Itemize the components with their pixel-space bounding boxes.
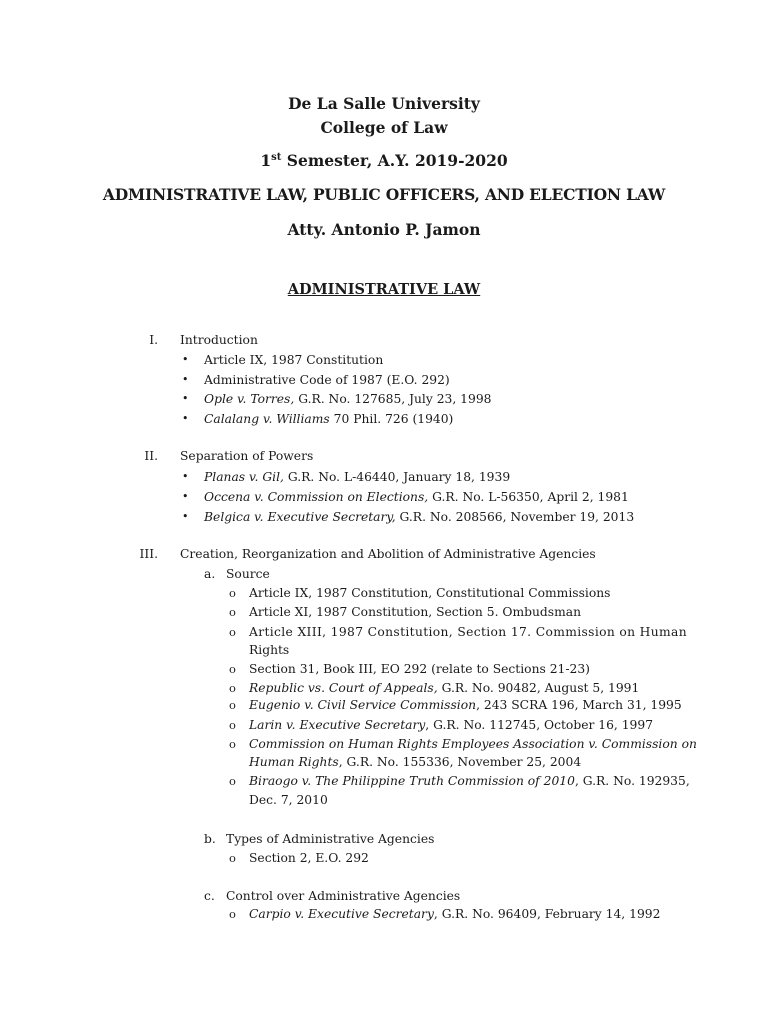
semester-sup: st — [271, 151, 282, 163]
list-item — [249, 696, 682, 714]
bullet-icon: • — [182, 510, 189, 523]
sub-label-b: b. — [204, 832, 216, 846]
university-name: De La Salle University — [288, 94, 480, 113]
semester-line — [0, 151, 768, 170]
circle-bullet-icon: o — [229, 907, 236, 921]
circle-bullet-icon: o — [229, 698, 236, 712]
list-item: Article XIII, 1987 Constitution, Section 17. Commission on Human — [249, 625, 687, 639]
list-item — [249, 735, 697, 753]
circle-bullet-icon: o — [229, 737, 236, 751]
list-item — [249, 905, 660, 923]
sub-title-c: Control over Administrative Agencies — [226, 889, 461, 903]
circle-bullet-icon: o — [229, 586, 236, 600]
case-citation: , G.R. No. 112745, October 16, 1997 — [425, 718, 654, 732]
outline-title-ii: Separation of Powers — [180, 449, 314, 463]
circle-bullet-icon: o — [229, 718, 236, 732]
case-name: Larin v. Executive Secretary — [249, 718, 426, 732]
circle-bullet-icon: o — [229, 605, 236, 619]
bullet-icon: • — [182, 353, 189, 366]
list-item — [204, 468, 510, 486]
sub-label-c: c. — [204, 889, 215, 903]
case-citation: G.R. No. L-56350, April 2, 1981 — [428, 490, 629, 504]
case-name: Belgica v. Executive Secretary, — [204, 510, 396, 524]
list-item — [204, 390, 491, 408]
outline-num-iii: III. — [139, 547, 158, 561]
case-citation: G.R. No. 127685, July 23, 1998 — [294, 392, 492, 406]
outline-title-i: Introduction — [180, 333, 258, 347]
case-citation: , G.R. No. 155336, November 25, 2004 — [338, 755, 582, 769]
outline-num-ii: II. — [144, 449, 158, 463]
list-item-continuation: Rights — [249, 643, 290, 657]
case-name: Human Rights — [249, 755, 339, 769]
list-item: Section 31, Book III, EO 292 (relate to Sections 21-23) — [249, 662, 590, 676]
sub-label-a: a. — [204, 567, 216, 581]
case-citation: , G.R. No. 96409, February 14, 1992 — [433, 907, 661, 921]
circle-bullet-icon: o — [229, 851, 236, 865]
outline-title-iii: Creation, Reorganization and Abolition of Administrative Agencies — [180, 547, 596, 561]
list-item — [204, 508, 634, 526]
list-item — [249, 716, 653, 734]
case-citation: G.R. No. L-46440, January 18, 1939 — [283, 470, 511, 484]
semester-rest: Semester, A.Y. 2019-2020 — [281, 151, 508, 170]
list-item — [204, 410, 453, 428]
list-item-continuation — [249, 753, 581, 771]
list-item-continuation — [249, 791, 328, 809]
professor-name: Atty. Antonio P. Jamon — [287, 220, 481, 239]
circle-bullet-icon: o — [229, 681, 236, 695]
case-name: Commission on Human Rights Employees Association v. Commission on — [249, 737, 697, 751]
bullet-icon: • — [182, 373, 189, 386]
bullet-icon: • — [182, 412, 189, 425]
case-name: Eugenio v. Civil Service Commission — [249, 698, 477, 712]
section-title: ADMINISTRATIVE LAW — [287, 281, 481, 298]
bullet-icon: • — [182, 392, 189, 405]
list-item — [249, 772, 690, 790]
case-citation: , G.R. No. 192935, — [574, 774, 690, 788]
case-name: Calalang v. Williams — [204, 412, 330, 426]
outline-num-i: I. — [149, 333, 158, 347]
case-citation: G.R. No. 90482, August 5, 1991 — [437, 681, 640, 695]
list-item — [204, 488, 629, 506]
list-item: Administrative Code of 1987 (E.O. 292) — [204, 373, 450, 387]
semester-num: 1 — [260, 151, 272, 170]
circle-bullet-icon: o — [229, 625, 236, 639]
case-name: Carpio v. Executive Secretary — [249, 907, 434, 921]
case-name: Occena v. Commission on Elections, — [204, 490, 429, 504]
case-name: Biraogo v. The Philippine Truth Commission of 2010 — [249, 774, 575, 788]
case-name: Planas v. Gil, — [204, 470, 284, 484]
sub-title-a: Source — [226, 567, 270, 581]
list-item — [249, 679, 639, 697]
case-citation: G.R. No. 208566, November 19, 2013 — [395, 510, 635, 524]
case-citation: Dec. 7, 2010 — [249, 793, 328, 807]
college-name: College of Law — [320, 118, 448, 137]
list-item: Section 2, E.O. 292 — [249, 851, 369, 865]
circle-bullet-icon: o — [229, 774, 236, 788]
list-item: Article IX, 1987 Constitution — [204, 353, 384, 367]
list-item: Article IX, 1987 Constitution, Constitutional Commissions — [249, 586, 611, 600]
case-name: Ople v. Torres, — [204, 392, 295, 406]
case-name: Republic vs. Court of Appeals, — [249, 681, 438, 695]
bullet-icon: • — [182, 470, 189, 483]
list-item: Article XI, 1987 Constitution, Section 5. Ombudsman — [249, 605, 582, 619]
bullet-icon: • — [182, 490, 189, 503]
circle-bullet-icon: o — [229, 662, 236, 676]
sub-title-b: Types of Administrative Agencies — [226, 832, 435, 846]
course-title: ADMINISTRATIVE LAW, PUBLIC OFFICERS, AND ELECTION LAW — [102, 185, 666, 204]
case-citation: 70 Phil. 726 (1940) — [329, 412, 454, 426]
case-citation: , 243 SCRA 196, March 31, 1995 — [476, 698, 682, 712]
